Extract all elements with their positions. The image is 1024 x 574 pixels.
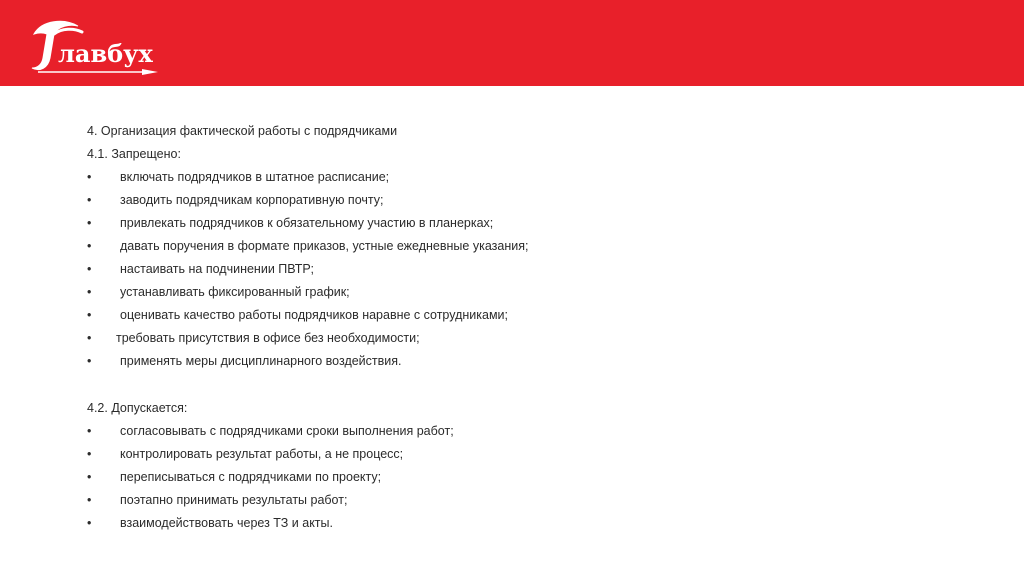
- list-item: [87, 512, 967, 535]
- bullet-icon: •: [87, 424, 92, 438]
- bullet-icon: •: [87, 447, 92, 461]
- list-item-text: привлекать подрядчиков к обязательному участию в планерках;: [120, 216, 494, 230]
- bullet-icon: •: [87, 262, 92, 276]
- list-item: [87, 281, 967, 304]
- list-item-text: настаивать на подчинении ПВТР;: [120, 262, 314, 276]
- bullet-icon: •: [87, 193, 92, 207]
- bullet-icon: •: [87, 493, 92, 507]
- list-item: [87, 212, 967, 235]
- list-item-text: устанавливать фиксированный график;: [120, 285, 350, 299]
- section-heading: 4. Организация фактической работы с подрядчиками: [87, 124, 398, 138]
- list-item-text: контролировать результат работы, а не процесс;: [120, 447, 404, 461]
- bullet-icon: •: [87, 216, 92, 230]
- list-item-text: переписываться с подрядчиками по проекту;: [120, 470, 382, 484]
- list-item: [87, 466, 967, 489]
- section-gap: [87, 373, 967, 397]
- list-item-text: включать подрядчиков в штатное расписание;: [120, 170, 390, 184]
- list-item-text: взаимодействовать через ТЗ и акты.: [120, 516, 333, 530]
- list-item-text: давать поручения в формате приказов, устные ежедневные указания;: [120, 239, 529, 253]
- glavbukh-logo: [24, 12, 164, 78]
- list-item-text: применять меры дисциплинарного воздействия.: [120, 354, 402, 368]
- bullet-icon: •: [87, 354, 92, 368]
- list-item: [87, 304, 967, 327]
- list-item: [87, 420, 967, 443]
- bullet-icon: •: [87, 331, 92, 345]
- list-item-text: поэтапно принимать результаты работ;: [120, 493, 348, 507]
- list-item-text: заводить подрядчикам корпоративную почту;: [120, 193, 384, 207]
- bullet-icon: •: [87, 285, 92, 299]
- list-item: [87, 350, 967, 373]
- bullet-icon: •: [87, 239, 92, 253]
- bullet-icon: •: [87, 170, 92, 184]
- header-band: [0, 0, 1024, 86]
- bullet-icon: •: [87, 470, 92, 484]
- list-item: [87, 189, 967, 212]
- list-item: [87, 258, 967, 281]
- list-item-text: оценивать качество работы подрядчиков наравне с сотрудниками;: [120, 308, 509, 322]
- list-item: [87, 327, 967, 350]
- list-item: [87, 235, 967, 258]
- list-item-text: согласовывать с подрядчиками сроки выполнения работ;: [120, 424, 454, 438]
- bullet-icon: •: [87, 308, 92, 322]
- subheading-forbidden: 4.1. Запрещено:: [87, 147, 181, 161]
- list-item: [87, 443, 967, 466]
- bullet-icon: •: [87, 516, 92, 530]
- document-body: [87, 120, 967, 535]
- subheading-allowed: 4.2. Допускается:: [87, 401, 188, 415]
- list-item: [87, 166, 967, 189]
- list-item: [87, 489, 967, 512]
- logo-wordmark: лавбух: [58, 39, 153, 68]
- glavbukh-logo-graphic: [24, 12, 164, 78]
- list-item-text: требовать присутствия в офисе без необходимости;: [116, 331, 420, 345]
